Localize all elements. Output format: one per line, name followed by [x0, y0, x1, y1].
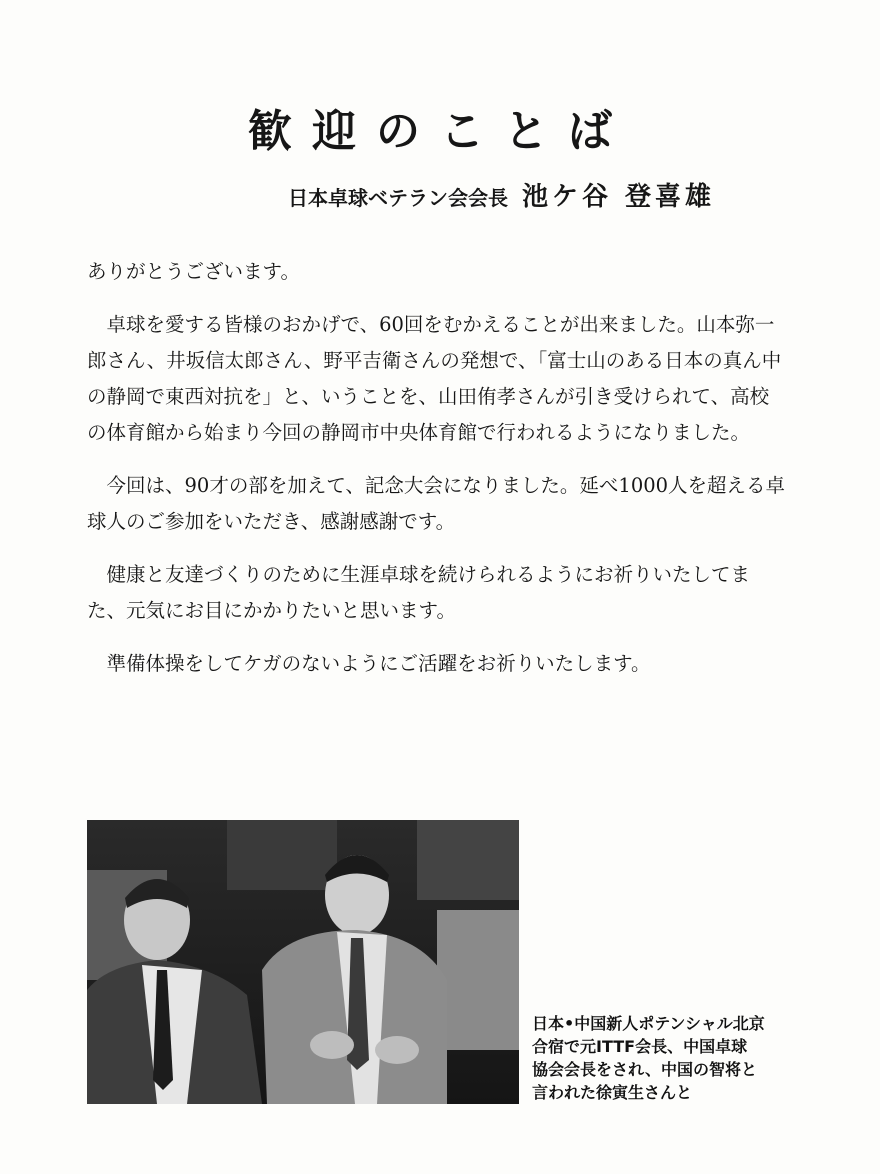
photo-two-men-seated [87, 820, 519, 1104]
author-organization: 日本卓球ベテラン会会長 [288, 186, 508, 210]
photo-caption [532, 1012, 802, 1104]
page-title: 歓迎のことば [248, 106, 632, 158]
caption-line: 協会会長をされ、中国の智将と [532, 1060, 757, 1079]
paragraph: 準備体操をしてケガのないようにご活躍をお祈りいたします。 [106, 652, 651, 675]
paragraph: 健康と友達づくりのために生涯卓球を続けられるようにお祈りいたしてまた、元気にお目にかかりたいと思います。 [87, 563, 751, 622]
message-body [87, 254, 787, 699]
caption-line: 合宿で元ITTF会長、中国卓球 [532, 1037, 748, 1056]
author-name: 池ケ谷 登喜雄 [522, 182, 716, 212]
paragraph: 今回は、90才の部を加えて、記念大会になりました。延べ1000人を超える卓球人のご参加をいただき、感謝感謝です。 [87, 474, 786, 533]
author-byline [288, 176, 715, 213]
caption-line: 日本•中国新人ポテンシャル北京 [532, 1014, 765, 1033]
paragraph-greeting: ありがとうございます。 [87, 260, 300, 283]
caption-line: 言われた徐寅生さんと [532, 1083, 693, 1102]
photo-illustration [87, 820, 519, 1104]
paragraph: 卓球を愛する皆様のおかげで、60回をむかえることが出来ました。山本弥一郎さん、井坂信太郎さん、野平吉衛さんの発想で、「富士山のある日本の真ん中の静岡で東西対抗を」と、いうことを、山田侑孝さんが引き受けられて、高校の体育館から始まり今回の静岡市中央体育館で行われるようになりました。 [87, 313, 782, 444]
